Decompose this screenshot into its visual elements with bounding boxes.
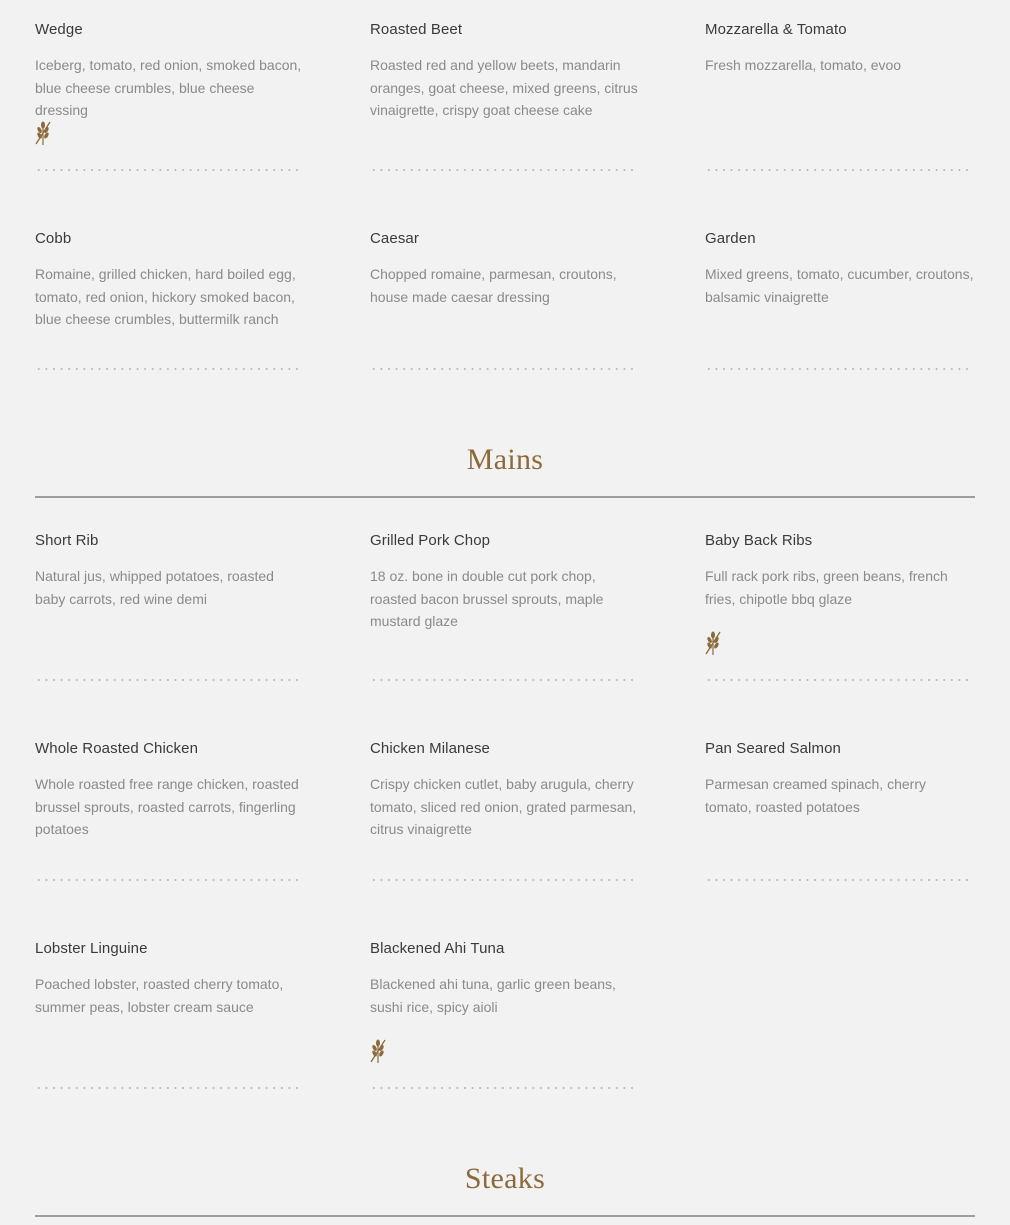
menu-item — [705, 531, 975, 610]
menu-item — [370, 939, 640, 1018]
section-rule — [35, 1215, 975, 1217]
dotted-divider — [370, 169, 638, 171]
item-name: Blackened Ahi Tuna — [370, 940, 505, 957]
item-description: Romaine, grilled chicken, hard boiled egg, tomato, red onion, hickory smoked bacon, blue cheese crumbles, buttermilk ranch — [35, 266, 296, 327]
menu-item — [705, 229, 975, 308]
menu-item — [370, 739, 640, 841]
dotted-divider — [35, 879, 303, 881]
item-description: Mixed greens, tomato, cucumber, croutons, balsamic vinaigrette — [705, 266, 974, 305]
menu-item — [35, 531, 305, 610]
menu-item — [705, 20, 975, 77]
item-description: Roasted red and yellow beets, mandarin oranges, goat cheese, mixed greens, citrus vinaigrette, crispy goat cheese cake — [370, 57, 638, 118]
item-name: Wedge — [35, 21, 83, 38]
item-description: Blackened ahi tuna, garlic green beans, sushi rice, spicy aioli — [370, 976, 616, 1015]
item-name: Cobb — [35, 230, 72, 247]
gluten-free-wheat-icon — [35, 120, 51, 146]
menu-item — [35, 739, 305, 841]
dotted-divider — [370, 1087, 638, 1089]
item-name: Whole Roasted Chicken — [35, 740, 199, 757]
item-name: Garden — [705, 230, 756, 247]
dotted-divider — [35, 169, 303, 171]
item-description: Whole roasted free range chicken, roasted brussel sprouts, roasted carrots, fingerling potatoes — [35, 776, 299, 837]
item-name: Lobster Linguine — [35, 940, 148, 957]
menu-item — [370, 229, 640, 308]
item-description: Parmesan creamed spinach, cherry tomato, roasted potatoes — [705, 776, 926, 815]
item-description: Fresh mozzarella, tomato, evoo — [705, 57, 902, 73]
item-description: Chopped romaine, parmesan, croutons, house made caesar dressing — [370, 266, 617, 305]
item-description: Poached lobster, roasted cherry tomato, summer peas, lobster cream sauce — [35, 976, 284, 1015]
section-heading-steaks: Steaks — [464, 1162, 546, 1195]
dotted-divider — [370, 879, 638, 881]
item-description: Crispy chicken cutlet, baby arugula, cherry tomato, sliced red onion, grated parmesan, citrus vinaigrette — [370, 776, 637, 837]
menu-item — [35, 939, 305, 1018]
dotted-divider — [370, 368, 638, 370]
item-description: Full rack pork ribs, green beans, french fries, chipotle bbq glaze — [705, 568, 948, 607]
section-heading-mains: Mains — [466, 443, 544, 476]
item-name: Chicken Milanese — [370, 740, 490, 757]
item-description: Iceberg, tomato, red onion, smoked bacon, blue cheese crumbles, blue cheese dressing — [35, 57, 302, 118]
item-name: Mozzarella & Tomato — [705, 21, 847, 38]
dotted-divider — [35, 368, 303, 370]
menu-item — [370, 20, 640, 122]
dotted-divider — [370, 679, 638, 681]
item-name: Short Rib — [35, 532, 99, 549]
dotted-divider — [35, 1087, 303, 1089]
item-name: Grilled Pork Chop — [370, 532, 491, 549]
menu-item — [370, 531, 640, 633]
item-description: 18 oz. bone in double cut pork chop, roasted bacon brussel sprouts, maple mustard glaze — [370, 568, 604, 629]
gluten-free-wheat-icon — [705, 630, 721, 656]
menu-item — [35, 20, 305, 122]
menu-item — [35, 229, 305, 331]
dotted-divider — [705, 679, 973, 681]
item-name: Pan Seared Salmon — [705, 740, 841, 757]
dotted-divider — [35, 679, 303, 681]
item-name: Caesar — [370, 230, 419, 247]
dotted-divider — [705, 879, 973, 881]
section-rule — [35, 496, 975, 498]
item-description: Natural jus, whipped potatoes, roasted baby carrots, red wine demi — [35, 568, 274, 607]
item-name: Roasted Beet — [370, 21, 463, 38]
dotted-divider — [705, 169, 973, 171]
dotted-divider — [705, 368, 973, 370]
item-name: Baby Back Ribs — [705, 532, 813, 549]
menu-item — [705, 739, 975, 818]
gluten-free-wheat-icon — [370, 1038, 386, 1064]
